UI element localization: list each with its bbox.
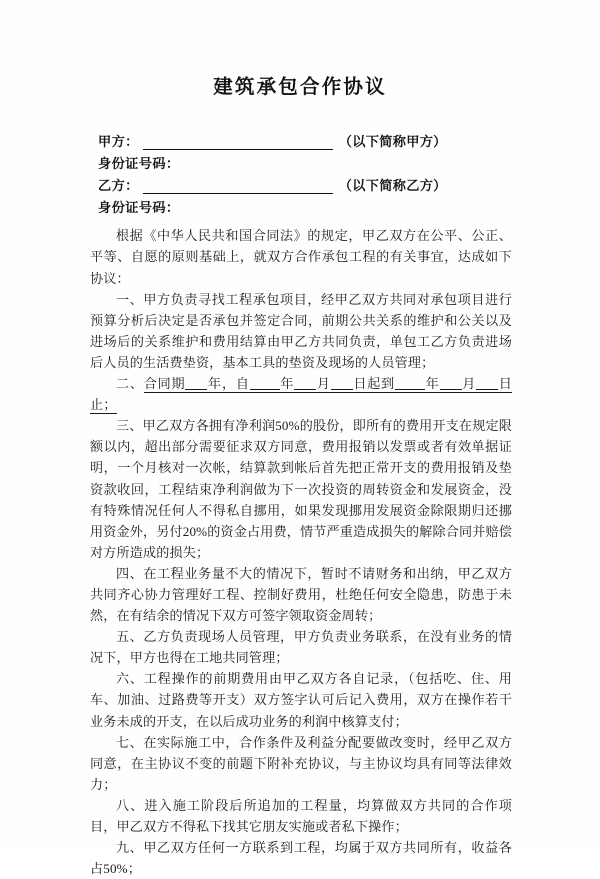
term-text: 乙方负责现场人员管理，甲方负责业务联系，在没有业务的情况下，甲方也得在工地共同管理； <box>90 629 512 666</box>
term-number: 四、 <box>116 565 144 581</box>
term-text: 甲乙双方任何一方联系到工程，均属于双方共同所有，收益各占50%； <box>90 840 512 877</box>
term-number: 二、 <box>116 376 144 392</box>
term-paragraph <box>90 837 512 879</box>
term-text-segment: 月 <box>316 376 331 392</box>
term-number: 九、 <box>116 840 144 856</box>
term-paragraph <box>90 732 512 795</box>
party-row <box>98 197 540 219</box>
terms-list <box>90 289 512 879</box>
term-paragraph <box>90 795 512 837</box>
term-text: 甲乙双方各拥有净利润50%的股份，即所有的费用开支在规定限额以内，超出部分需要征求双方同意，费用报销以发票或者有效单据证明，一个月核对一次帐，结算款到帐后首先把正常开支的费用报销及垫资款收回，工程结束净利润做为下一次投资的周转资金和发展资金，没有特殊情况任何人不得私自挪用，如果发现挪用发展资金除限期归还挪用资金外，另付20%的资金占用费，情节严重造成损失的解除合同并赔偿对方所造成的损失； <box>90 418 512 560</box>
term-paragraph <box>90 563 512 626</box>
term-paragraph <box>90 373 512 415</box>
term-text-segment: 年 <box>425 376 440 392</box>
fill-in-blank[interactable] <box>331 375 353 390</box>
party-label: 乙方： <box>98 178 139 194</box>
party-info-block <box>0 99 600 219</box>
term-paragraph <box>90 289 512 373</box>
term-number: 八、 <box>116 797 145 813</box>
term-paragraph <box>90 668 512 731</box>
term-number: 一、 <box>116 291 144 307</box>
term-text-segment: 月 <box>461 376 477 392</box>
term-paragraph <box>90 415 512 563</box>
party-suffix: （以下简称乙方） <box>338 178 447 194</box>
term-text-segment: 年 <box>279 376 295 392</box>
term-text: 进入施工阶段后所追加的工程量，均算做双方共同的合作项目，甲乙双方不得私下找其它朋友实施或者私下操作； <box>90 797 512 835</box>
term-text: 在工程业务量不大的情况下，暂时不请财务和出纳，甲乙双方共同齐心协力管理好工程、控制好费用，杜绝任何安全隐患，防患于未然，在有结余的情况下双方可签字领取资金周转； <box>90 565 512 624</box>
term-text-segment: 日止； <box>90 376 513 413</box>
party-suffix: （以下简称甲方） <box>338 134 447 150</box>
term-text: 甲方负责寻找工程承包项目，经甲乙双方共同对承包项目进行预算分析后决定是否承包并签定合同，前期公共关系的维护和公关以及进场后的关系维护和费用结算由甲乙方共同负责，单包工乙方负责进场后人员的生活费垫资，基本工具的垫资及现场的人员管理； <box>90 291 512 370</box>
fill-in-blank[interactable] <box>294 375 316 390</box>
term-number: 三、 <box>116 418 143 434</box>
fill-in-blank[interactable] <box>395 375 425 390</box>
fill-in-blank[interactable] <box>185 375 207 390</box>
term-text <box>90 376 512 414</box>
party-fill-in-line[interactable] <box>143 134 333 150</box>
party-row <box>98 175 540 197</box>
term-text-segment: 合同期 <box>143 376 186 392</box>
party-label: 身份证号码： <box>98 156 180 172</box>
party-label: 身份证号码： <box>98 200 180 216</box>
document-body <box>0 219 600 879</box>
fill-in-blank[interactable] <box>250 375 280 390</box>
fill-in-blank[interactable] <box>476 375 498 390</box>
term-number: 七、 <box>116 734 144 750</box>
fill-in-blank[interactable] <box>440 375 462 390</box>
term-number: 六、 <box>116 671 144 687</box>
term-text-segment: 日起到 <box>352 376 396 392</box>
party-row <box>98 153 540 175</box>
term-number: 五、 <box>116 629 144 645</box>
preamble-paragraph: 根据《中华人民共和国合同法》的规定，甲乙双方在公平、公正、平等、自愿的原则基础上，就双方合作承包工程的有关事宜，达成如下协议： <box>90 228 512 286</box>
term-text-segment: 年，自 <box>207 376 250 392</box>
term-text: 在实际施工中，合作条件及利益分配要做改变时，经甲乙双方同意，在主协议不变的前题下附补充协议，与主协议均具有同等法律效力； <box>90 734 512 792</box>
term-text: 工程操作的前期费用由甲乙双方各自记录，（包括吃、住、用车、加油、过路费等开支）双方签字认可后记入费用，双方在操作若干业务未成的开支，在以后成功业务的利润中核算支付； <box>90 671 512 729</box>
page-title: 建筑承包合作协议 <box>213 77 387 98</box>
party-fill-in-line[interactable] <box>143 178 333 194</box>
party-row <box>98 131 540 153</box>
party-label: 甲方： <box>98 134 139 150</box>
term-paragraph <box>90 626 512 668</box>
